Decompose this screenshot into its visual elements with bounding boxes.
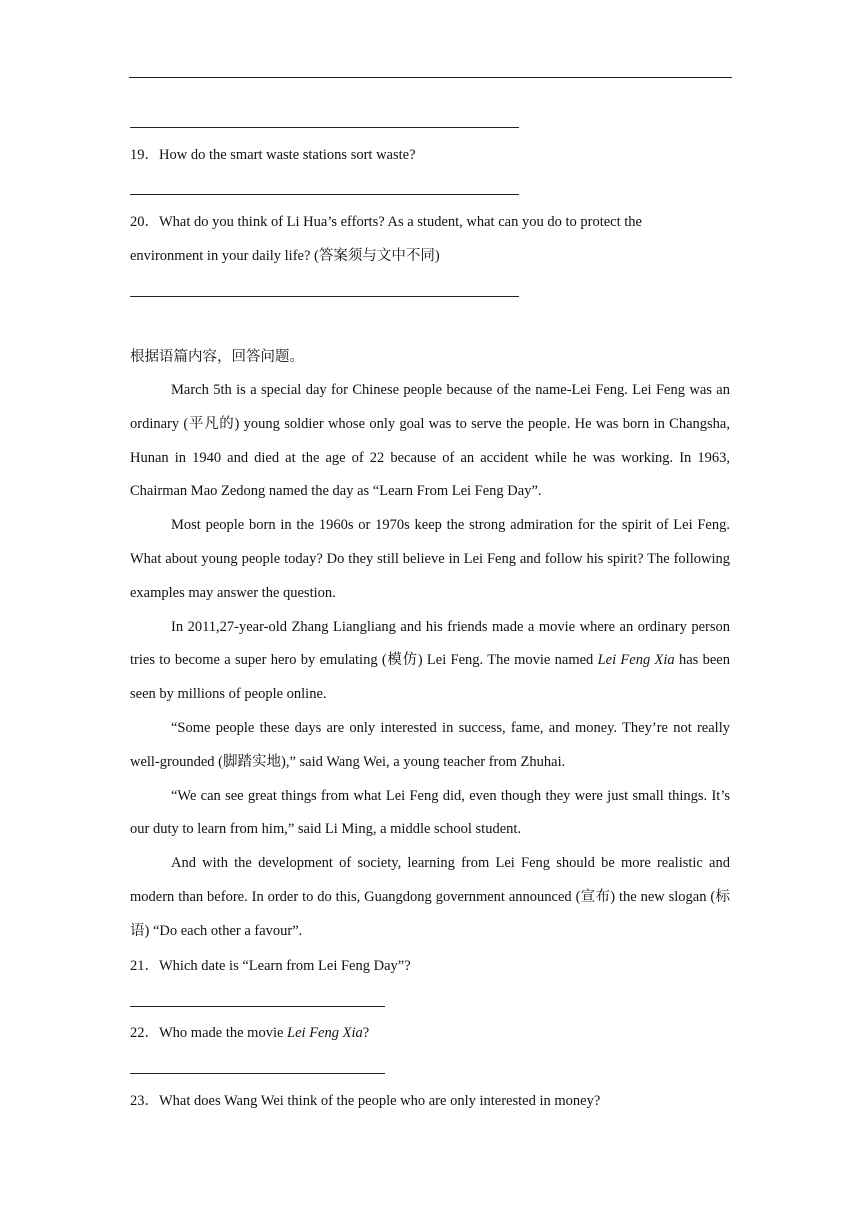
question-number: 19． — [130, 147, 159, 163]
question-text: Which date is “Learn from Lei Feng Day”? — [159, 958, 411, 974]
question-20-continued — [130, 246, 440, 266]
passage-paragraph-4: “Some people these days are only interested in success, fame, and money. They’re not really well-grounded (脚踏实地),” said Wang Wei, a young teacher from Zhuhai. — [130, 719, 730, 770]
question-number: 22． — [130, 1025, 159, 1041]
question-text: What does Wang Wei think of the people who are only interested in money? — [159, 1093, 601, 1109]
question-number: 21． — [130, 958, 159, 974]
question-text-line2: environment in your daily life? (答案须与文中不同) — [130, 248, 440, 264]
passage-paragraph-1: March 5th is a special day for Chinese people because of the name-Lei Feng. Lei Feng was an ordinary (平凡的) young soldier whose only goal was to serve the people. He was born in Changsha, Hunan in 1940 and died at the age of 22 because of an accident while he was working. In 1963, Chairman Mao Zedong named the day as “Learn From Lei Feng Day”. — [130, 382, 730, 500]
answer-line-21[interactable] — [130, 1006, 385, 1007]
question-text-line1: What do you think of Li Hua’s efforts? As a student, what can you do to protect the — [159, 214, 642, 230]
answer-line-20[interactable] — [130, 296, 519, 297]
question-19 — [130, 145, 416, 165]
passage-paragraph-3: In 2011,27-year-old Zhang Liangliang and his friends made a movie where an ordinary person tries to become a super hero by emulating (模仿) Lei Feng. The movie named Lei Feng Xia has been seen by millions of people online. — [130, 618, 730, 703]
question-text: How do the smart waste stations sort waste? — [159, 147, 416, 163]
reading-passage — [130, 374, 730, 949]
question-21 — [130, 956, 411, 976]
section-instructions: 根据语篇内容，回答问题。 — [130, 349, 304, 365]
question-number: 20． — [130, 214, 159, 230]
header-rule — [129, 77, 732, 78]
answer-line-18[interactable] — [130, 127, 519, 128]
movie-title: Lei Feng Xia — [287, 1025, 363, 1041]
answer-line-22[interactable] — [130, 1073, 385, 1074]
question-number: 23． — [130, 1093, 159, 1109]
question-23 — [130, 1091, 600, 1111]
question-20 — [130, 212, 642, 232]
passage-paragraph-2: Most people born in the 1960s or 1970s keep the strong admiration for the spirit of Lei Feng. What about young people today? Do they still believe in Lei Feng and follow his spirit? The following examples may answer the question. — [130, 517, 730, 601]
movie-title: Lei Feng Xia — [597, 652, 675, 669]
answer-line-19[interactable] — [130, 194, 519, 195]
passage-paragraph-6: And with the development of society, learning from Lei Feng should be more realistic and modern than before. In order to do this, Guangdong government announced (宣布) the new slogan (标语) “Do each other a favour”. — [130, 855, 730, 939]
question-22: 22．Who made the movie Lei Feng Xia? — [130, 1025, 370, 1041]
passage-paragraph-5: “We can see great things from what Lei Feng did, even though they were just small things. It’s our duty to learn from him,” said Li Ming, a middle school student. — [130, 787, 730, 838]
